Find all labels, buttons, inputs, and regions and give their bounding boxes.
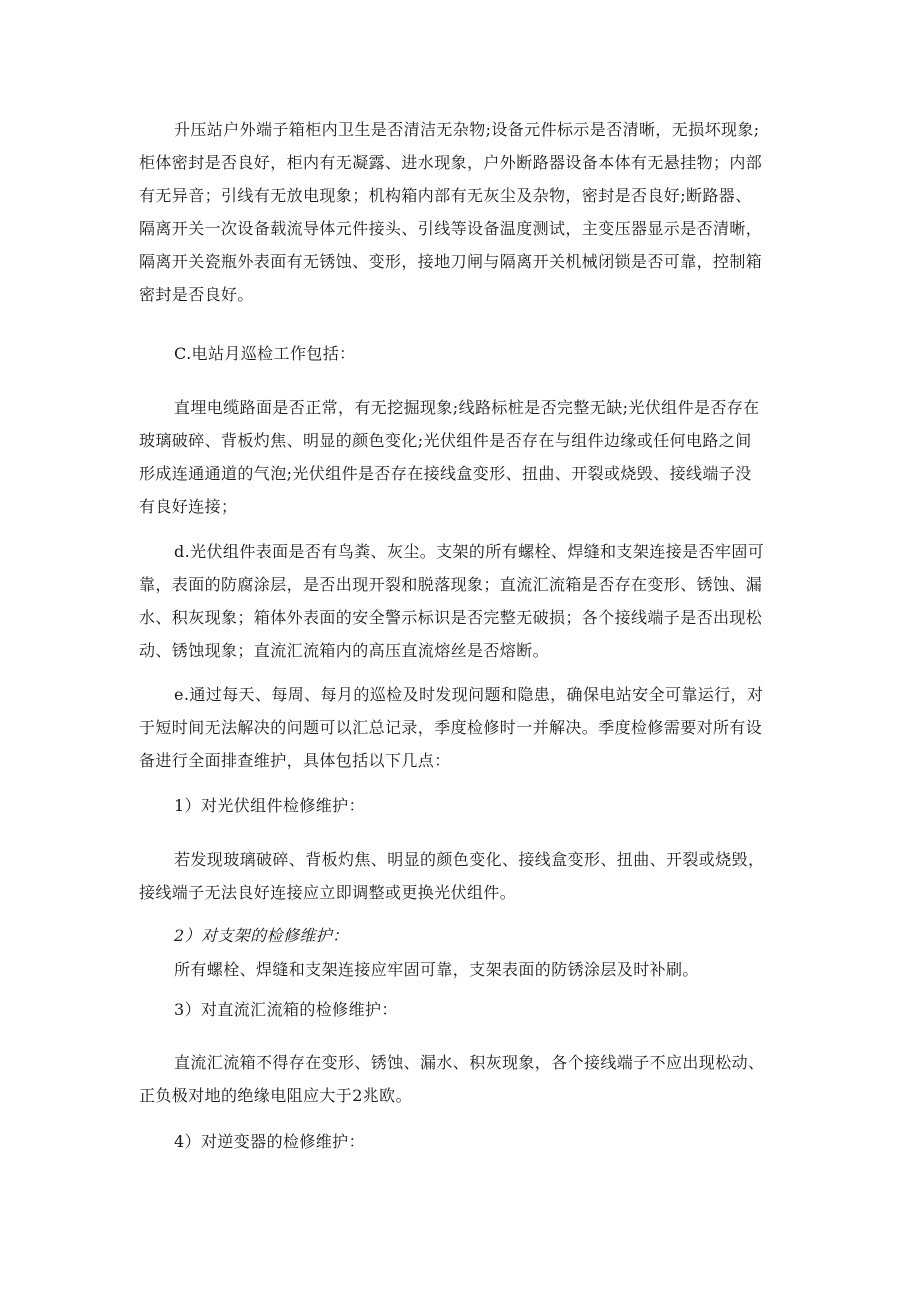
text-line: 直埋电缆路面是否正常，有无挖掘现象;线路标桩是否完整无缺;光伏组件是否存在 [174,398,760,417]
text-line: d.光伏组件表面是否有鸟粪、灰尘。支架的所有螺栓、焊缝和支架连接是否牢固可 [174,542,765,561]
text-line: 于短时间无法解决的问题可以汇总记录，季度检修时一并解决。季度检修需要对所有设 [139,718,763,737]
text-line: 隔离开关瓷瓶外表面有无锈蚀、变形，接地刀闸与隔离开关机械闭锁是否可靠，控制箱 [139,252,763,271]
heading-text: 1）对光伏组件检修维护： [174,796,365,815]
heading-text: 4）对逆变器的检修维护： [174,1132,365,1151]
heading-text: C.电站月巡检工作包括： [174,344,356,363]
text-line: 有无异音；引线有无放电现象；机构箱内部有无灰尘及杂物，密封是否良好;断路器、 [139,186,752,205]
text-line: 隔离开关一次设备载流导体元件接头、引线等设备温度测试，主变压器显示是否清晰， [139,219,763,238]
text-line: 水、积灰现象；箱体外表面的安全警示标识是否完整无破损；各个接线端子是否出现松 [139,608,763,627]
text-line: 有良好连接； [139,497,238,516]
text-line: 接线端子无法良好连接应立即调整或更换光伏组件。 [139,883,517,902]
text-line: 备进行全面排查维护，具体包括以下几点： [139,751,451,770]
text-line: 形成连通通道的气泡;光伏组件是否存在接线盒变形、扭曲、开裂或烧毁、接线端子没 [139,464,752,483]
text-line: 所有螺栓、焊缝和支架连接应牢固可靠，支架表面的防锈涂层及时补刷。 [174,960,699,979]
text-line: 正负极对地的绝缘电阻应大于2兆欧。 [139,1086,412,1105]
text-line: 直流汇流箱不得存在变形、锈蚀、漏水、积灰现象，各个接线端子不应出现松动、 [174,1053,765,1072]
text-line: 密封是否良好。 [139,285,254,304]
text-line: 若发现玻璃破碎、背板灼焦、明显的颜色变化、接线盒变形、扭曲、开裂或烧毁， [174,850,765,869]
text-line: 柜体密封是否良好，柜内有无凝露、进水现象，户外断路器设备本体有无悬挂物；内部 [139,153,763,172]
text-line: e.通过每天、每周、每月的巡检及时发现问题和隐患，确保电站安全可靠运行，对 [174,685,764,704]
text-line: 靠，表面的防腐涂层，是否出现开裂和脱落现象；直流汇流箱是否存在变形、锈蚀、漏 [139,575,763,594]
heading-text: 3）对直流汇流箱的检修维护： [174,1000,398,1019]
heading-text: 2）对支架的检修维护： [174,926,349,945]
text-line: 动、锈蚀现象；直流汇流箱内的高压直流熔丝是否熔断。 [139,641,550,660]
text-line: 玻璃破碎、背板灼焦、明显的颜色变化;光伏组件是否存在与组件边缘或任何电路之间 [139,431,752,450]
text-line: 升压站户外端子箱柜内卫生是否清洁无杂物;设备元件标示是否清晰，无损坏现象; [174,120,760,139]
